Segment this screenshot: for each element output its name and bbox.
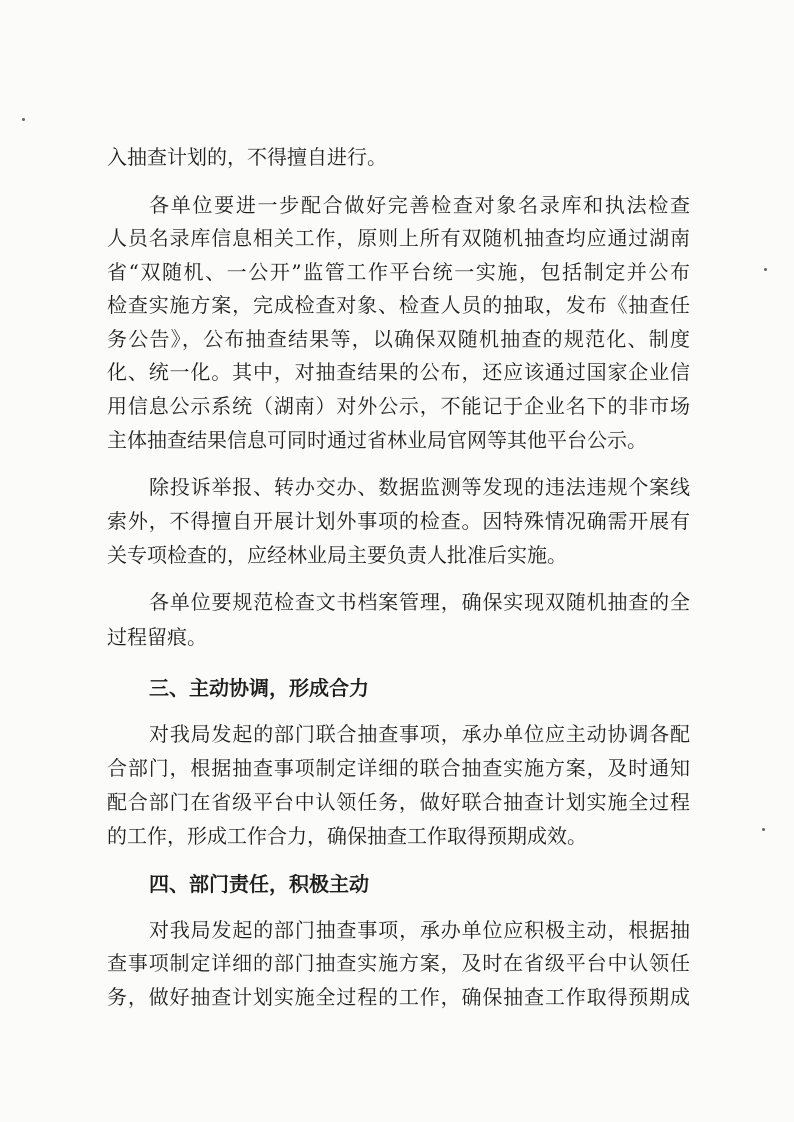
paragraph-line: 务公告》，公布抽查结果等，以确保双随机抽查的规范化、制度 bbox=[107, 327, 690, 351]
section-heading: 四、部门责任，积极主动 bbox=[149, 872, 369, 896]
paragraph-line: 关专项检查的，应经林业局主要负责人批准后实施。 bbox=[107, 543, 567, 567]
scan-speck bbox=[764, 268, 767, 271]
scan-speck bbox=[22, 118, 25, 121]
paragraph-line: 合部门，根据抽查事项制定详细的联合抽查实施方案，及时通知 bbox=[107, 756, 690, 780]
section-heading: 三、主动协调，形成合力 bbox=[149, 676, 369, 700]
paragraph-line: 主体抽查结果信息可同时通过省林业局官网等其他平台公示。 bbox=[107, 428, 647, 452]
paragraph-line: 化、统一化。其中，对抽查结果的公布，还应该通过国家企业信 bbox=[107, 360, 690, 384]
paragraph-line: 对我局发起的部门抽查事项，承办单位应积极主动，根据抽 bbox=[149, 918, 690, 942]
paragraph-line: 索外，不得擅自开展计划外事项的检查。因特殊情况确需开展有 bbox=[107, 509, 690, 533]
paragraph-line: 各单位要规范检查文书档案管理，确保实现双随机抽查的全 bbox=[149, 590, 690, 614]
paragraph-line: 入抽查计划的，不得擅自进行。 bbox=[107, 145, 387, 169]
paragraph-line: 过程留痕。 bbox=[107, 625, 207, 649]
paragraph-line: 检查实施方案，完成检查对象、检查人员的抽取，发布《抽查任 bbox=[107, 293, 690, 317]
paragraph-line: 省“双随机、一公开”监管工作平台统一实施，包括制定并公布 bbox=[107, 260, 690, 284]
scan-speck bbox=[762, 828, 765, 831]
paragraph-line: 各单位要进一步配合做好完善检查对象名录库和执法检查 bbox=[149, 193, 690, 217]
paragraph-line: 配合部门在省级平台中认领任务，做好联合抽查计划实施全过程 bbox=[107, 790, 690, 814]
paragraph-line: 除投诉举报、转办交办、数据监测等发现的违法违规个案线 bbox=[149, 475, 690, 499]
paragraph-line: 查事项制定详细的部门抽查实施方案，及时在省级平台中认领任 bbox=[107, 951, 690, 975]
paragraph-line: 人员名录库信息相关工作，原则上所有双随机抽查均应通过湖南 bbox=[107, 226, 690, 250]
paragraph-line: 的工作，形成工作合力，确保抽查工作取得预期成效。 bbox=[107, 824, 587, 848]
paragraph-line: 对我局发起的部门联合抽查事项，承办单位应主动协调各配 bbox=[149, 722, 690, 746]
paragraph-line: 务，做好抽查计划实施全过程的工作，确保抽查工作取得预期成 bbox=[107, 985, 690, 1009]
paragraph-line: 用信息公示系统（湖南）对外公示，不能记于企业名下的非市场 bbox=[107, 394, 690, 418]
